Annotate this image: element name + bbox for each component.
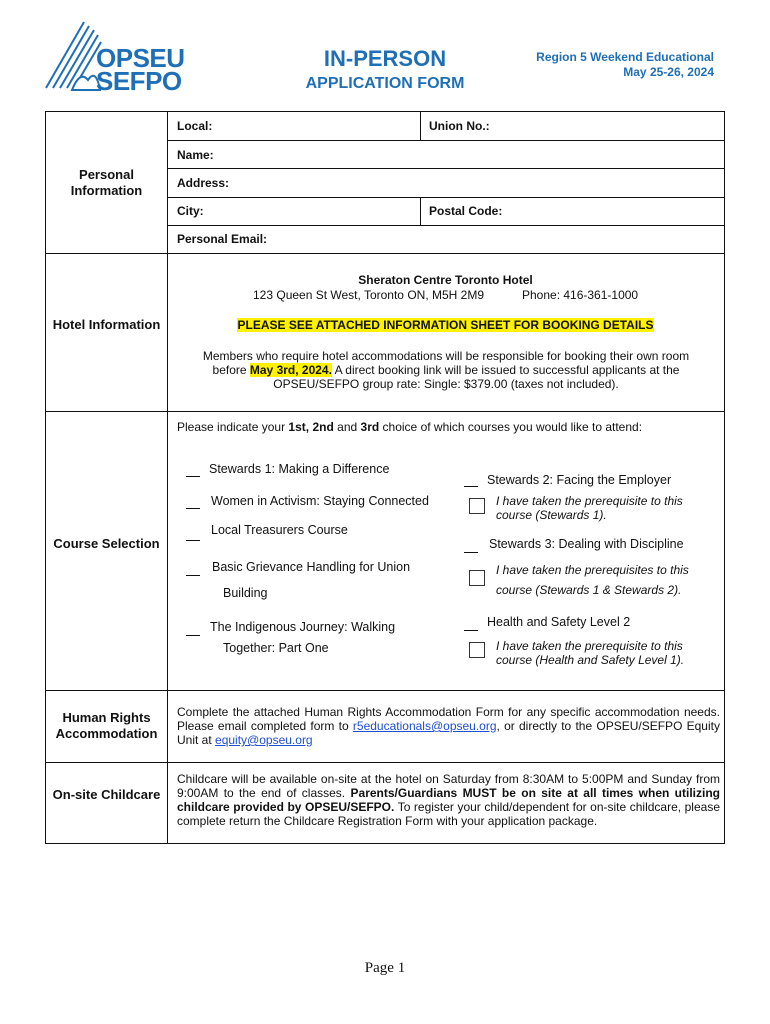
course-grievance-line2: Building	[223, 586, 268, 600]
logo-mark-icon	[44, 20, 104, 95]
hotel-paragraph-b: A direct booking link will be issued to successful applicants at the OPSEU/SEFPO group rate: Single: $379.00 (taxes not included).	[273, 363, 680, 391]
choice-and: and	[337, 420, 358, 434]
city-field[interactable]: City:	[177, 204, 204, 218]
childcare-text	[177, 772, 720, 828]
prereq-note-stewards-3-line1: I have taken the prerequisites to this	[496, 563, 689, 577]
hotel-address: 123 Queen St West, Toronto ON, M5H 2M9	[253, 288, 484, 302]
postal-code-field[interactable]: Postal Code:	[429, 204, 503, 218]
prereq-checkbox-stewards-1[interactable]	[469, 498, 485, 514]
choice-3rd: 3rd	[360, 420, 380, 434]
email-field[interactable]: Personal Email:	[177, 232, 268, 246]
childcare-supervision-notice: Parents/Guardians MUST be on site at all times when utilizing childcare provided by OPSEU/SEFPO.	[177, 786, 721, 814]
prereq-note-stewards-2: I have taken the prerequisite to this course (Stewards 1).	[496, 494, 683, 522]
r5-email-link[interactable]: r5educationals@opseu.org	[352, 719, 497, 733]
course-rank-blank[interactable]	[186, 575, 200, 576]
human-rights-text-a: Complete the attached Human Rights Accommodation Form for any specific accommodation needs. Please email completed form to	[177, 705, 720, 733]
hotel-name: Sheraton Centre Toronto Hotel	[358, 273, 533, 287]
name-field[interactable]: Name:	[177, 148, 214, 162]
childcare-text-a: Childcare will be available on-site at the hotel on Saturday from 8:30AM to 5:00PM and Sunday from 9:00AM to the end of classes.	[177, 772, 720, 800]
human-rights-label: Human Rights Accommodation	[55, 710, 158, 741]
booking-notice-text: PLEASE SEE ATTACHED INFORMATION SHEET FOR BOOKING DETAILS	[237, 318, 654, 332]
hotel-info-label: Hotel Information	[52, 317, 161, 332]
course-rank-blank[interactable]	[186, 540, 200, 541]
prereq-note-health-safety: I have taken the prerequisite to this course (Health and Safety Level 1).	[496, 639, 685, 667]
personal-info-label: Personal Information	[70, 167, 143, 198]
course-stewards-2: Stewards 2: Facing the Employer	[487, 473, 672, 487]
event-name: Region 5 Weekend Educational	[536, 50, 714, 64]
form-title: IN-PERSON	[323, 46, 447, 71]
application-table	[45, 111, 725, 844]
form-subtitle: APPLICATION FORM	[305, 75, 465, 92]
union-no-field[interactable]: Union No.:	[429, 119, 490, 133]
choice-1st: 1st	[288, 420, 306, 434]
choice-comma: ,	[305, 420, 310, 434]
course-stewards-3: Stewards 3: Dealing with Discipline	[489, 537, 684, 551]
booking-notice	[167, 318, 724, 332]
opseu-logo	[44, 20, 214, 95]
course-women-in-activism: Women in Activism: Staying Connected	[211, 494, 429, 508]
event-info	[536, 50, 714, 80]
choice-2nd: 2nd	[312, 420, 334, 434]
hotel-paragraph-a: Members who require hotel accommodations will be responsible for booking their own room before	[202, 349, 690, 377]
course-rank-blank[interactable]	[186, 635, 200, 636]
hotel-phone: Phone: 416-361-1000	[522, 288, 639, 302]
course-selection-label: Course Selection	[53, 536, 160, 551]
course-instructions-b: choice of which courses you would like to attend:	[382, 420, 643, 434]
local-field[interactable]: Local:	[177, 119, 213, 133]
course-indigenous-line2: Together: Part One	[223, 641, 329, 655]
prereq-note-stewards-3-line2: course (Stewards 1 & Stewards 2).	[496, 583, 682, 597]
event-dates: May 25-26, 2024	[623, 65, 714, 79]
prereq-checkbox-stewards-3[interactable]	[469, 570, 485, 586]
course-stewards-1: Stewards 1: Making a Difference	[209, 462, 390, 476]
course-indigenous-line1: The Indigenous Journey: Walking	[210, 620, 396, 634]
course-rank-blank[interactable]	[464, 486, 478, 487]
address-field[interactable]: Address:	[177, 176, 230, 190]
course-rank-blank[interactable]	[464, 552, 478, 553]
hotel-paragraph	[186, 349, 706, 391]
course-rank-blank[interactable]	[464, 630, 478, 631]
page-number: Page 1	[364, 960, 406, 976]
human-rights-text	[177, 705, 720, 747]
course-instructions	[177, 420, 642, 434]
logo-text-opseu: OPSEU	[96, 43, 185, 73]
prereq-checkbox-health-safety[interactable]	[469, 642, 485, 658]
course-rank-blank[interactable]	[186, 476, 200, 477]
course-instructions-a: Please indicate your	[177, 420, 286, 434]
childcare-text-b: To register your child/dependent for on-site childcare, please complete return the Childcare Registration Form with your application package.	[177, 800, 720, 828]
course-grievance-line1: Basic Grievance Handling for Union	[212, 560, 411, 574]
course-health-safety-2: Health and Safety Level 2	[487, 615, 631, 629]
course-local-treasurers: Local Treasurers Course	[211, 523, 348, 537]
logo-text-sefpo: SEFPO	[96, 66, 182, 96]
human-rights-text-b: , or directly to the OPSEU/SEFPO Equity Unit at	[177, 719, 720, 747]
equity-email-link[interactable]: equity@opseu.org	[215, 733, 313, 747]
childcare-label: On-site Childcare	[52, 787, 161, 802]
course-rank-blank[interactable]	[186, 508, 200, 509]
label-column-divider	[167, 112, 168, 843]
booking-deadline: May 3rd, 2024.	[249, 363, 332, 377]
